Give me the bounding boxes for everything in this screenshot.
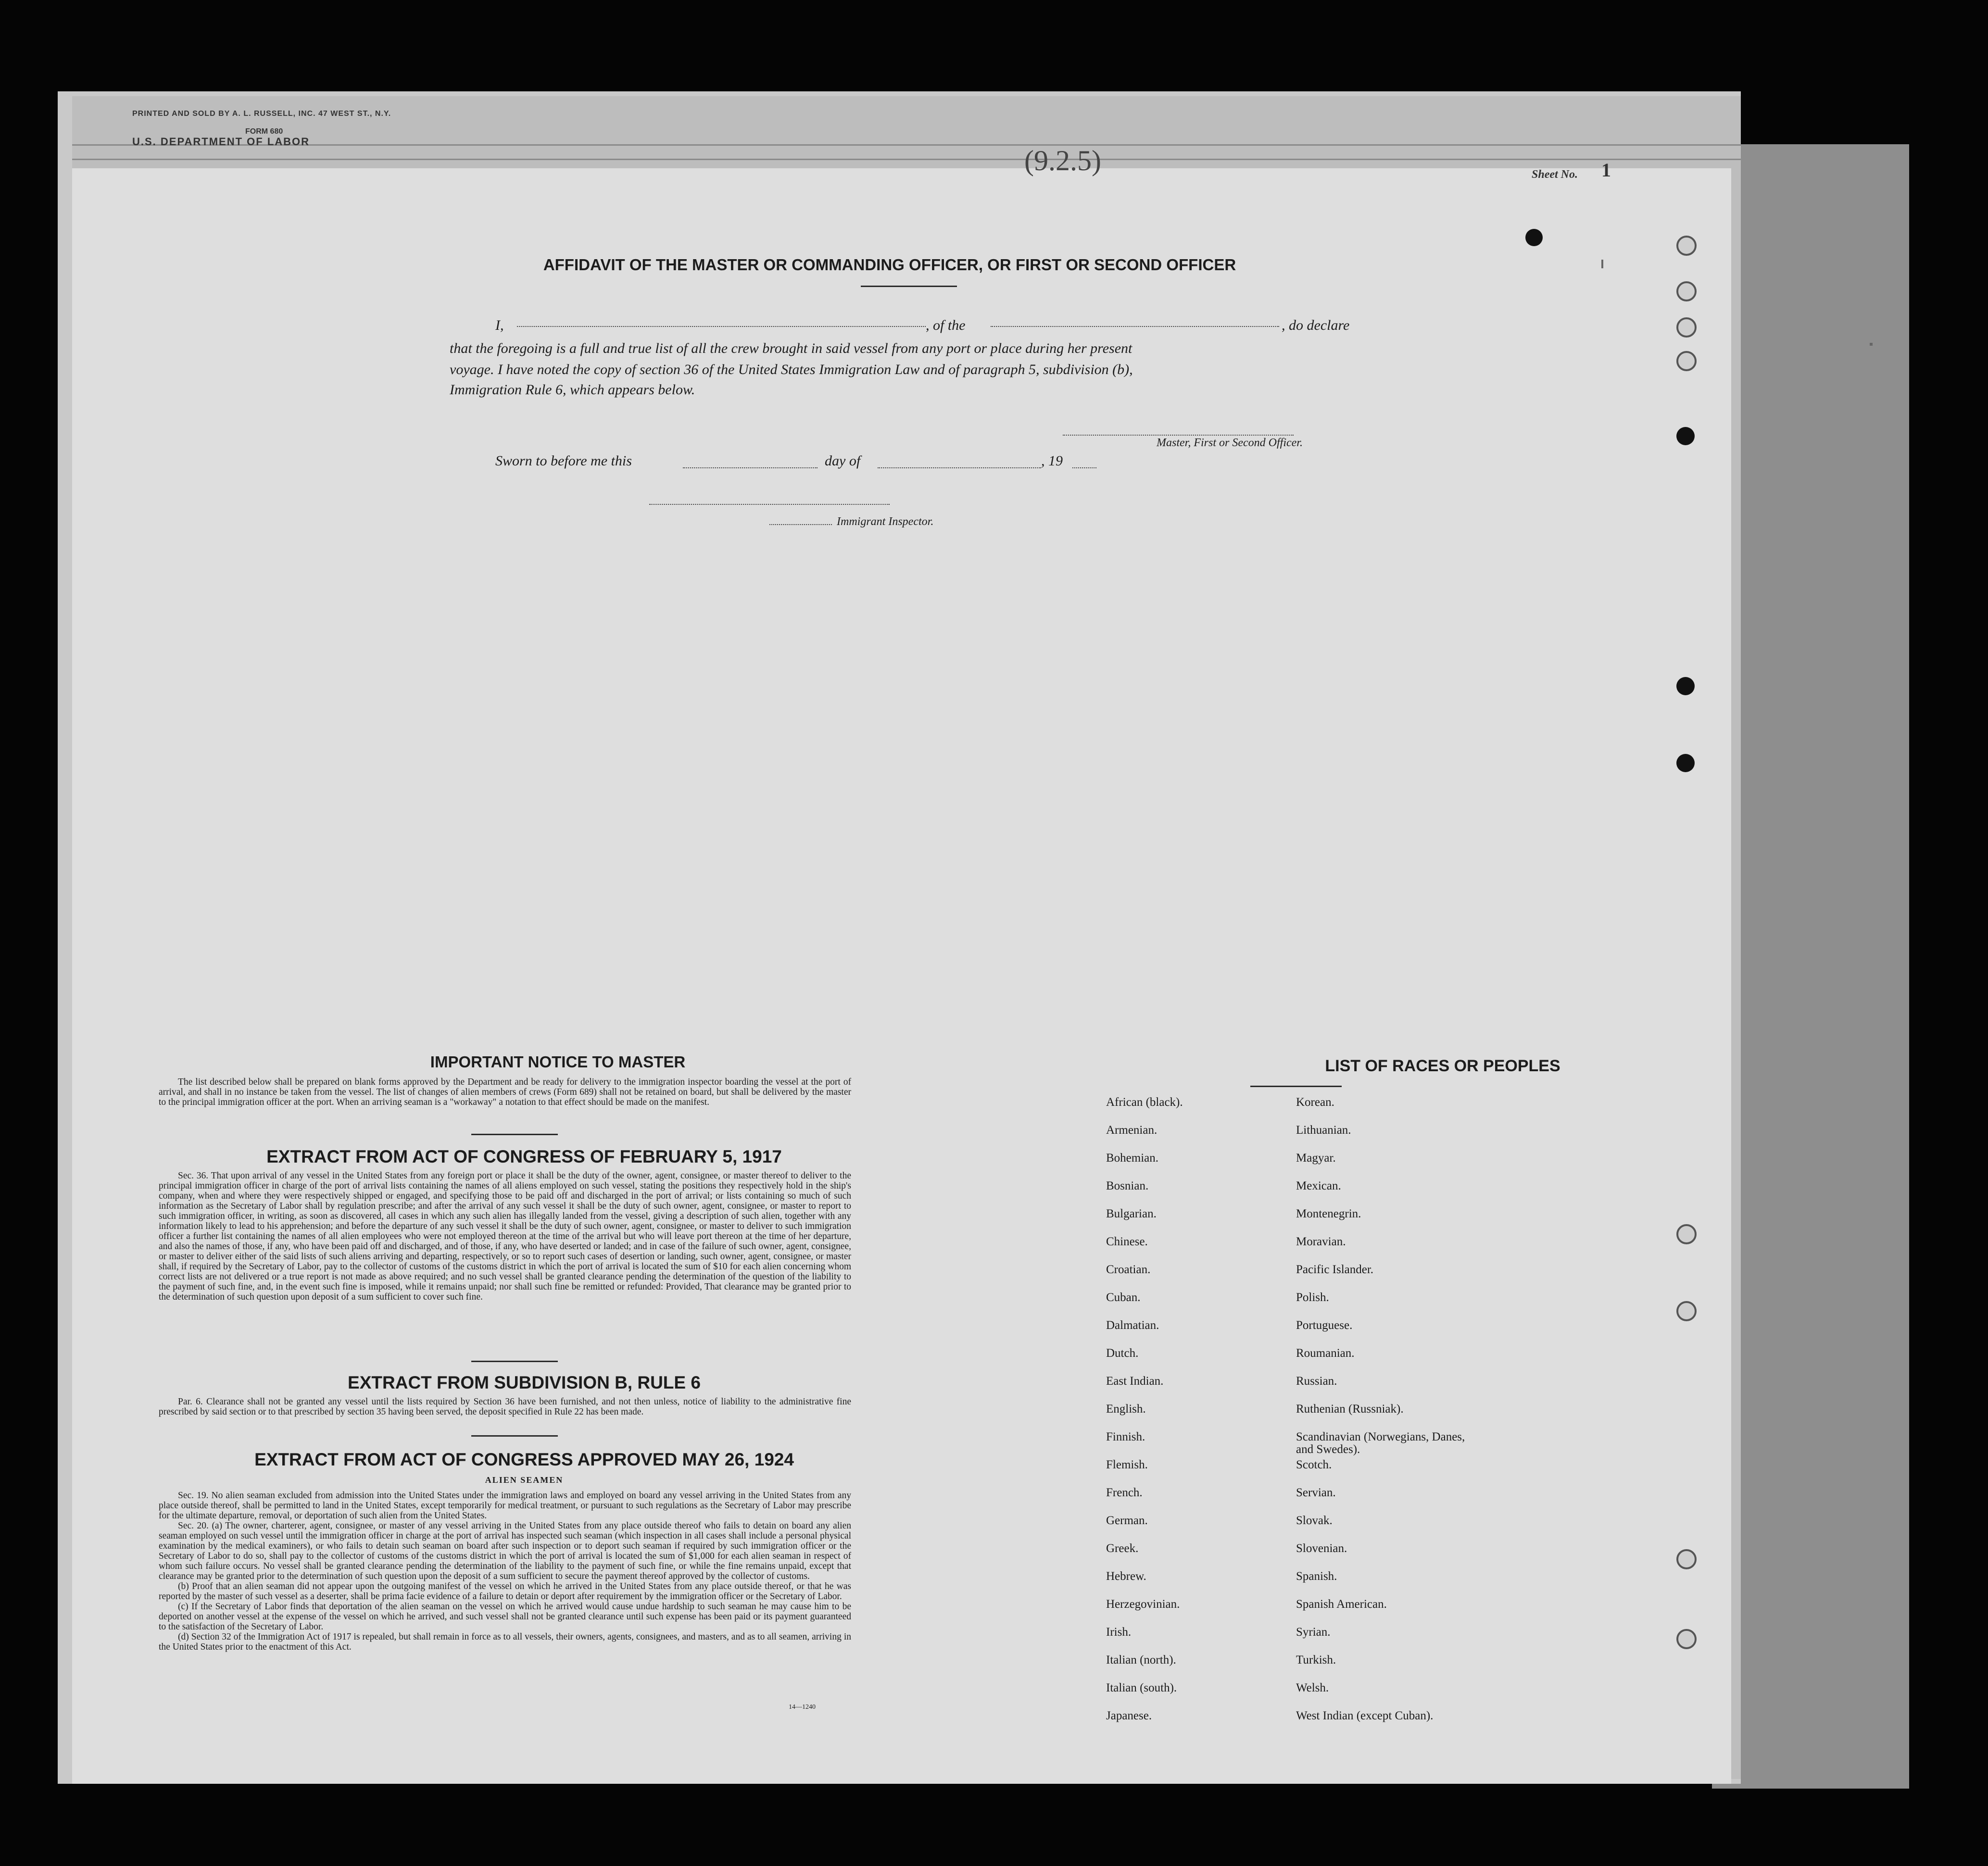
sec-20d-paragraph: (d) Section 32 of the Immigration Act of 1917 is repealed, but shall remain in force as to all vessels, their owners, agents, consignees, and masters, and as to all seamen, arriving in the United States prior to the enactment of this Act. [159, 1632, 851, 1652]
race-item: Japanese. [1106, 1709, 1152, 1722]
race-item: Hebrew. [1106, 1570, 1146, 1583]
master-signature-field[interactable] [1063, 435, 1294, 436]
binding-hole [1676, 754, 1695, 772]
notice-text [159, 1077, 851, 1107]
extract-1924-text [159, 1490, 851, 1652]
race-item: Welsh. [1296, 1681, 1329, 1694]
sec-20b-paragraph: (b) Proof that an alien seaman did not appear upon the outgoing manifest of the vessel on which he arrived in the United States from any place outside thereof, or that he was reported by the master of such vessel as a deserter, shall be prima facie evidence of a failure to detain or deport after requirement by the immigration officer or the Secretary of Labor. [159, 1581, 851, 1602]
race-item: African (black). [1106, 1096, 1183, 1109]
section-36-paragraph: Sec. 36. That upon arrival of any vessel in the United States from any foreign port or place it shall be the duty of the owner, agent, consignee, or master thereof to deliver to the principal immigration officer in charge of the port of arrival lists containing the names of all aliens employed on such vessel, stating the positions they respectively hold in the ship's company, when and where they were respectively shipped or engaged, and specifying those to be paid off and discharged in the port of arrival; or lists containing so much of such information as the Secretary of Labor shall by regulation prescribe; and after the arrival of any such vessel it shall be the duty of such owner, agent, consignee, or master to report to such immigration officer, in writing, as soon as discovered, all cases in which any such alien has illegally landed from the vessel, giving a description of such alien, together with any information likely to lead to his apprehension; and before the departure of any such vessel it shall be the duty of such owner, agent, consignee, or master to deliver to such immigration officer a further list containing the names of all alien employees who were not employed thereon at the time of the arrival but who will leave port thereon at the time of her departure, and also the names of those, if any, who have been paid off and discharged, and of those, if any, who have deserted or landed; and in case of the failure of such owner, agent, consignee, or master to deliver either of the said lists of such aliens arriving and departing, respectively, or so to report such cases of desertion or landing, such owner, agent, consignee, or master shall, if required by the Secretary of Labor, pay to the collector of customs of the customs district in which the port of arrival is located the sum of $10 for each alien concerning whom correct lists are not delivered or a true report is not made as above required; and no such vessel shall be granted clearance pending the determination of the question of the liability to the payment of such fine, and, in the event such fine is imposed, while it remains unpaid; nor shall such fine be remitted or refunded: Provided, That clearance may be granted prior to the determination of such question upon deposit of a sum sufficient to cover such fine. [159, 1171, 851, 1302]
race-item: Italian (north). [1106, 1653, 1176, 1666]
sheet-number-label: Sheet No. [1532, 168, 1578, 181]
race-item: German. [1106, 1514, 1148, 1527]
inspector-dots [769, 524, 832, 525]
extract-1917-title: EXTRACT FROM ACT OF CONGRESS OF FEBRUARY 5, 1917 [266, 1147, 782, 1166]
printer-imprint: PRINTED AND SOLD BY A. L. RUSSELL, INC. 47 WEST ST., N.Y. [132, 110, 391, 118]
binding-ring [1676, 1301, 1697, 1321]
sworn-year-field[interactable] [1072, 467, 1096, 468]
race-item: Cuban. [1106, 1291, 1141, 1304]
inspector-label: Immigrant Inspector. [837, 515, 934, 528]
race-item: Chinese. [1106, 1235, 1148, 1248]
extract-1917-text [159, 1171, 851, 1302]
title-rule [861, 286, 957, 287]
binding-ring [1676, 351, 1697, 371]
name-field[interactable] [517, 326, 926, 327]
alien-seamen-subtitle: ALIEN SEAMEN [485, 1475, 564, 1485]
day-of-label: day of [825, 453, 861, 469]
race-item: Mexican. [1296, 1179, 1341, 1192]
section-rule [471, 1435, 558, 1437]
affidavit-of-the: , of the [926, 317, 966, 333]
binding-hole [1676, 427, 1695, 445]
race-item: Russian. [1296, 1375, 1337, 1388]
race-item: West Indian (except Cuban). [1296, 1709, 1434, 1722]
race-item: Spanish. [1296, 1570, 1337, 1583]
inspector-signature-field[interactable] [649, 504, 890, 505]
sworn-month-field[interactable] [878, 467, 1041, 468]
race-item: Finnish. [1106, 1430, 1145, 1443]
binding-ring [1676, 317, 1697, 338]
race-item: Montenegrin. [1296, 1207, 1361, 1220]
binding-ring [1676, 236, 1697, 256]
race-item: Bosnian. [1106, 1179, 1149, 1192]
sworn-day-field[interactable] [683, 467, 818, 468]
race-item: Herzegovinian. [1106, 1598, 1180, 1611]
race-item: Italian (south). [1106, 1681, 1177, 1694]
binding-ring [1676, 1549, 1697, 1569]
sec-20a-paragraph: Sec. 20. (a) The owner, charterer, agent, consignee, or master of any vessel arriving in the United States from any place outside thereof who fails to detain on board any alien seaman employed on such vessel until the immigration officer in charge at the port of arrival has inspected such seaman (which inspection in all cases shall include a personal physical examination by the medical examiners), or who fails to detain such seaman on board after such inspection or to deport such seaman if required by such immigration officer or the Secretary of Labor to do so, shall pay to the collector of customs of the customs district in which the port of arrival is located the sum of $1,000 for each alien seaman in respect of whom such failure occurs. No vessel shall be granted clearance pending the determination of the liability to the payment of such fine, or while the fine remains unpaid, except that clearance may be granted prior to the determination of such question upon the deposit of a sum sufficient to secure the payment thereof approved by the collector of customs. [159, 1521, 851, 1581]
affidavit-line-3: Immigration Rule 6, which appears below. [450, 382, 695, 398]
race-item: Dutch. [1106, 1347, 1139, 1360]
page-edge [72, 159, 1741, 160]
race-item: Bulgarian. [1106, 1207, 1157, 1220]
binding-ring [1676, 1629, 1697, 1649]
binding-hole [1676, 677, 1695, 695]
affidavit-i: I, [495, 317, 504, 333]
sworn-label: Sworn to before me this [495, 453, 632, 469]
notice-title: IMPORTANT NOTICE TO MASTER [430, 1053, 686, 1071]
race-item: Bohemian. [1106, 1152, 1159, 1165]
race-item: Scandinavian (Norwegians, Danes, and Swedes). [1296, 1430, 1465, 1456]
vessel-field[interactable] [991, 326, 1279, 327]
race-item: Ruthenian (Russniak). [1296, 1403, 1404, 1415]
affidavit-line-1: that the foregoing is a full and true list of all the crew brought in said vessel from any port or place during her present [450, 340, 1132, 356]
race-item: Moravian. [1296, 1235, 1346, 1248]
extract-rule6-text [159, 1397, 851, 1417]
race-item: Lithuanian. [1296, 1124, 1351, 1137]
races-title: LIST OF RACES OR PEOPLES [1325, 1057, 1560, 1075]
affidavit-line-2: voyage. I have noted the copy of section 36 of the United States Immigration Law and of paragraph 5, subdivision (b), [450, 362, 1133, 377]
race-item: Slovak. [1296, 1514, 1333, 1527]
race-item: Turkish. [1296, 1653, 1336, 1666]
ink-mark [1601, 260, 1603, 268]
race-item: East Indian. [1106, 1375, 1164, 1388]
binding-ring [1676, 281, 1697, 301]
race-item: Syrian. [1296, 1626, 1331, 1639]
sec-20c-paragraph: (c) If the Secretary of Labor finds that deportation of the alien seaman on the vessel on which he arrived would cause undue hardship to such seaman he may cause him to be deported on another vessel at the expense of the vessel on which he arrived, and such vessel shall not be granted clearance until such expense has been paid or its payment guaranteed to the satisfaction of the Secretary of Labor. [159, 1602, 851, 1632]
form-code: 14—1240 [789, 1703, 816, 1711]
sec-19-paragraph: Sec. 19. No alien seaman excluded from admission into the United States under the immigration laws and employed on board any vessel arriving in the United States from any place outside thereof, shall be permitted to land in the United States, except temporarily for medical treatment, or pursuant to such regulations as the Secretary of Labor may prescribe for the ultimate departure, removal, or deportation of such alien from the United States. [159, 1490, 851, 1521]
affidavit-title: AFFIDAVIT OF THE MASTER OR COMMANDING OFFICER, OR FIRST OR SECOND OFFICER [543, 256, 1236, 274]
section-rule [471, 1361, 558, 1362]
page-edge [72, 144, 1741, 146]
binding-hole [1525, 229, 1543, 246]
race-item: Greek. [1106, 1542, 1139, 1555]
race-item: Spanish American. [1296, 1598, 1387, 1611]
race-item: Slovenian. [1296, 1542, 1347, 1555]
race-item: Croatian. [1106, 1263, 1151, 1276]
race-item: French. [1106, 1486, 1143, 1499]
year-label: , 19 [1041, 453, 1063, 469]
race-item: Pacific Islander. [1296, 1263, 1374, 1276]
ink-mark [1870, 343, 1873, 346]
race-item: Irish. [1106, 1626, 1132, 1639]
extract-rule6-title: EXTRACT FROM SUBDIVISION B, RULE 6 [348, 1373, 701, 1392]
race-item: English. [1106, 1403, 1146, 1415]
sheet-number-value: 1 [1601, 159, 1611, 181]
race-item: Roumanian. [1296, 1347, 1355, 1360]
form-number: FORM 680 [245, 127, 283, 136]
race-item: Portuguese. [1296, 1319, 1353, 1332]
race-item: Polish. [1296, 1291, 1329, 1304]
race-item: Magyar. [1296, 1152, 1336, 1165]
notice-paragraph: The list described below shall be prepared on blank forms approved by the Department and be ready for delivery to the immigration inspector boarding the vessel at the port of arrival, and shall in no instance be taken from the vessel. The list of changes of alien members of crews (Form 689) shall not be retained on board, but shall be delivered by the master to the principal immigration officer at the port. When an arriving seaman is a "workaway" a notation to that effect should be made on the manifest. [159, 1077, 851, 1107]
section-rule [471, 1134, 558, 1135]
race-item: Scotch. [1296, 1458, 1332, 1471]
race-item: Dalmatian. [1106, 1319, 1159, 1332]
extract-1924-title: EXTRACT FROM ACT OF CONGRESS APPROVED MAY 26, 1924 [254, 1450, 794, 1469]
back-page [1712, 144, 1909, 1789]
affidavit-do-declare: , do declare [1282, 317, 1350, 333]
department-label: U.S. DEPARTMENT OF LABOR [132, 136, 310, 148]
binding-ring [1676, 1224, 1697, 1244]
race-item: Servian. [1296, 1486, 1336, 1499]
handwritten-annotation: (9.2.5) [1024, 145, 1101, 176]
race-item: Korean. [1296, 1096, 1334, 1109]
races-rule [1250, 1086, 1342, 1087]
race-item: Armenian. [1106, 1124, 1158, 1137]
par-6-paragraph: Par. 6. Clearance shall not be granted any vessel until the lists required by Section 36 have been furnished, and not then unless, notice of liability to the administrative fine prescribed by said section or to that prescribed by section 35 having been served, the deposit specified in Rule 22 has been made. [159, 1397, 851, 1417]
race-item: Flemish. [1106, 1458, 1148, 1471]
master-signature-label: Master, First or Second Officer. [1157, 437, 1303, 449]
